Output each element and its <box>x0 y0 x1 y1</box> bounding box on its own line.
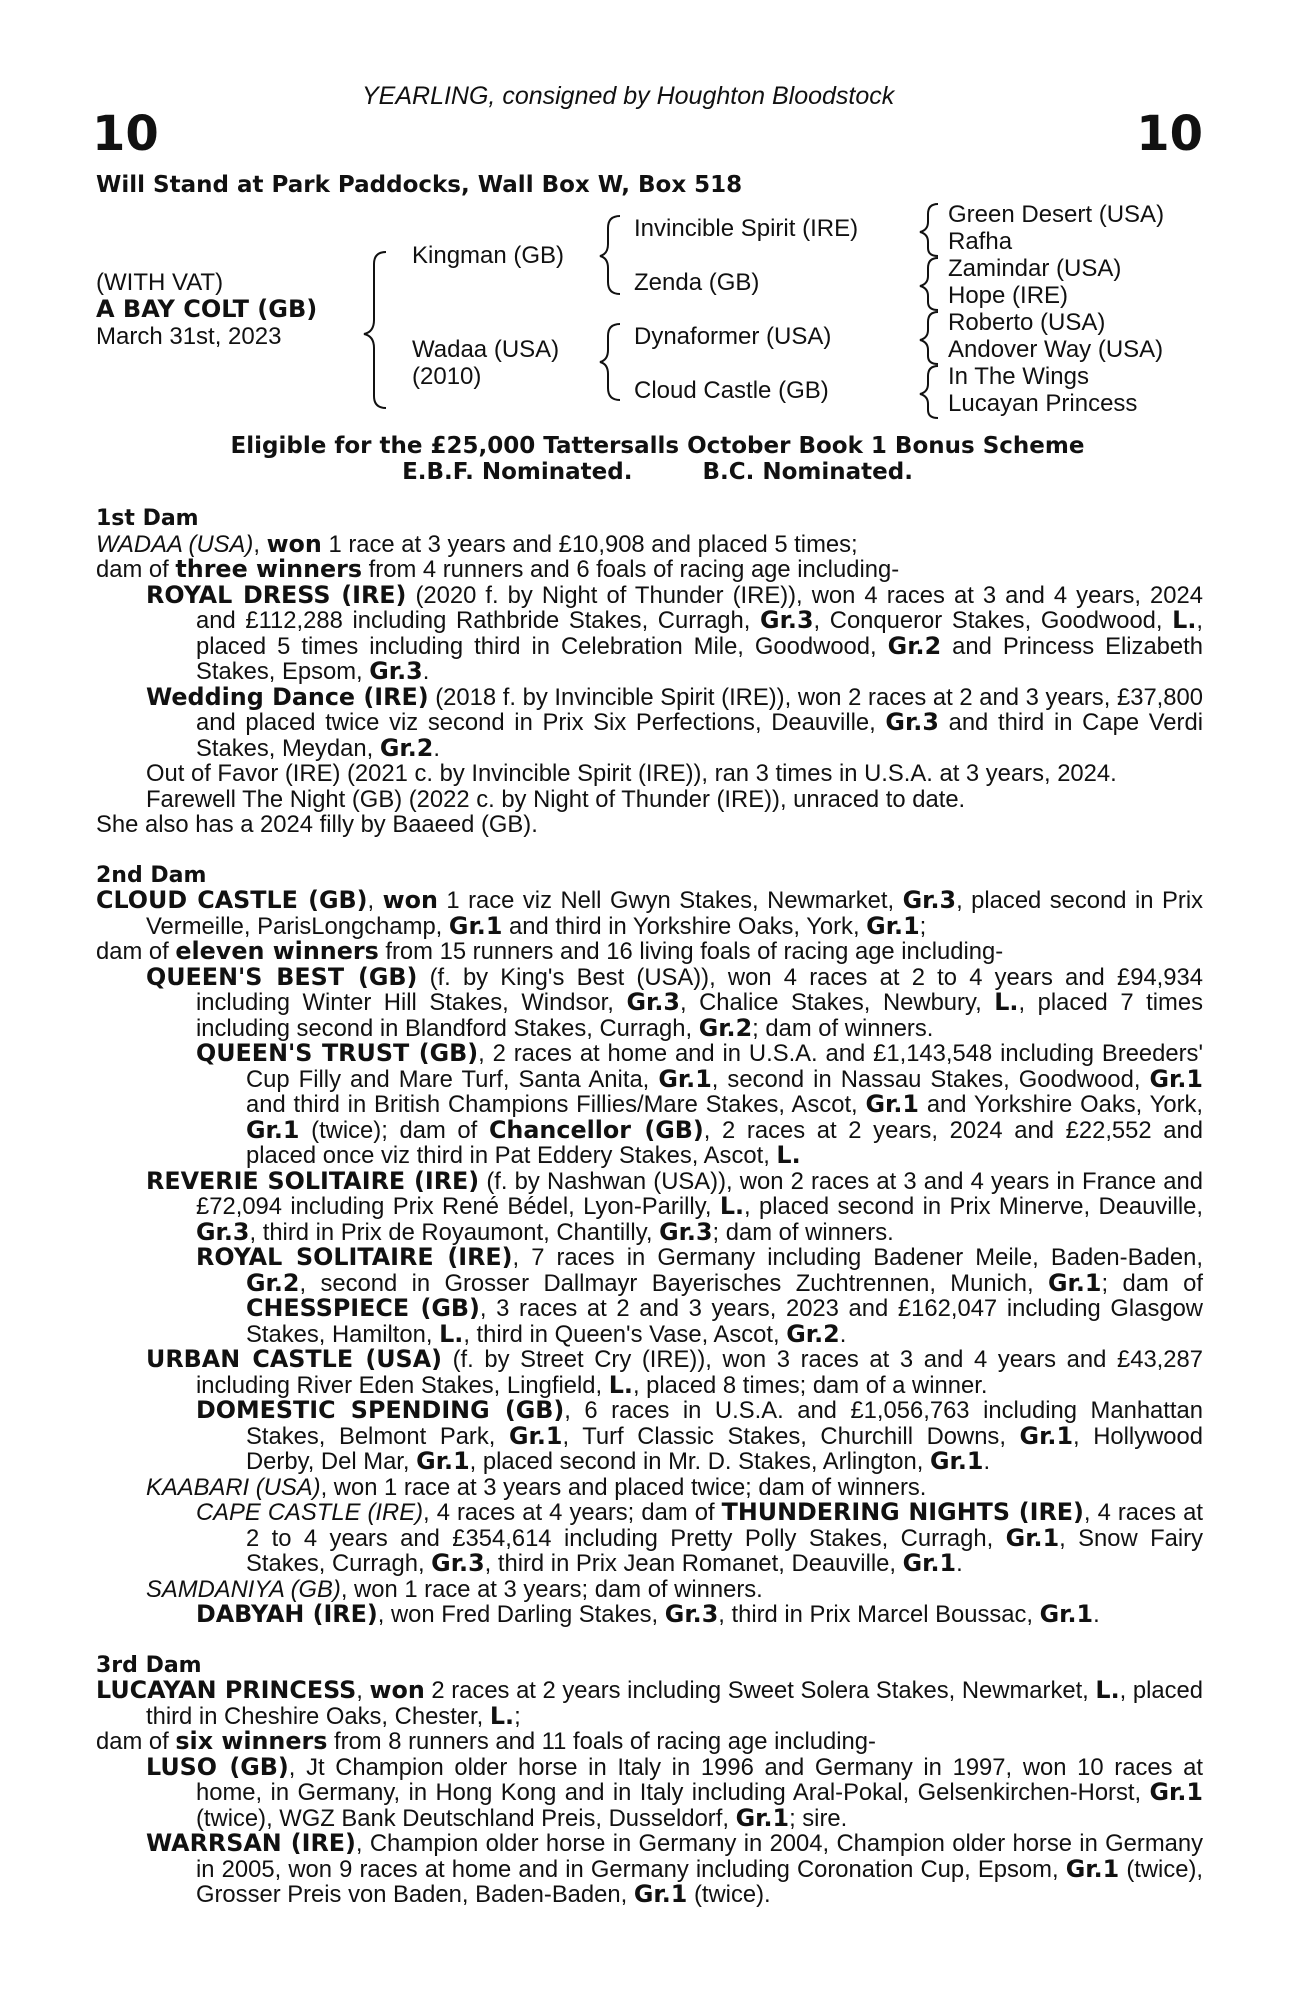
catalogue-body <box>96 506 1203 1908</box>
second-dam-produce: dam of eleven winners from 15 runners and 16 living foals of racing age including- <box>96 937 1004 965</box>
third-dam-heading: 3rd Dam <box>96 1652 202 1678</box>
sire-dam: Zenda (GB) <box>634 269 760 296</box>
horse-name-text: A BAY COLT (GB) <box>96 295 318 323</box>
ancestor-8: Lucayan Princess <box>948 390 1138 417</box>
produce-urban-castle: URBAN CASTLE (USA) (f. by Street Cry (IRE)), won 3 races at 3 and 4 years and £43,287 including River Eden Stakes, Lingfield, L., placed 8 times; dam of a winner. <box>146 1345 1203 1399</box>
bonus-scheme: Eligible for the £25,000 Tattersalls October Book 1 Bonus Scheme <box>230 433 1085 459</box>
produce-cape-castle: CAPE CASTLE (IRE), 4 races at 4 years; dam of THUNDERING NIGHTS (IRE), 4 races at 2 to 4 years and £354,614 including Pretty Polly Stakes, Curragh, Gr.1, Snow Fairy Stakes, Curragh, Gr.3, third in Prix Jean Romanet, Deauville, Gr.1. <box>196 1498 1203 1577</box>
produce-warrsan: WARRSAN (IRE), Champion older horse in Germany in 2004, Champion older horse in Germany in 2005, won 9 races at home and in Germany including Coronation Cup, Epsom, Gr.1 (twice), Grosser Preis von Baden, Baden-Baden, Gr.1 (twice). <box>146 1829 1204 1908</box>
ancestor-2: Rafha <box>948 228 1013 255</box>
produce-also: She also has a 2024 filly by Baaeed (GB). <box>96 811 538 838</box>
sire-sire: Invincible Spirit (IRE) <box>634 215 859 242</box>
dam-year: (2010) <box>412 363 482 390</box>
lot-number-right: 10 <box>1136 106 1203 162</box>
second-dam-summary: CLOUD CASTLE (GB), won 1 race viz Nell Gwyn Stakes, Newmarket, Gr.3, placed second in Prix Vermeille, ParisLongchamp, Gr.1 and third in Yorkshire Oaks, York, Gr.1; <box>96 886 1204 940</box>
second-dam-heading: 2nd Dam <box>96 862 207 888</box>
produce-wedding-dance: Wedding Dance (IRE) (2018 f. by Invincible Spirit (IRE)), won 2 races at 2 and 3 years, £37,800 and placed twice viz second in Prix Six Perfections, Deauville, Gr.3 and third in Cape Verdi Stakes, Meydan, Gr.2. <box>146 682 1203 762</box>
produce-out-of-favor: Out of Favor (IRE) (2021 c. by Invincible Spirit (IRE)), ran 3 times in U.S.A. at 3 years, 2024. <box>146 760 1117 787</box>
ancestor-1: Green Desert (USA) <box>948 201 1165 228</box>
nominations <box>0 459 1315 485</box>
dam-sire: Dynaformer (USA) <box>634 323 832 350</box>
foaling-date: March 31st, 2023 <box>96 323 282 350</box>
ancestor-3: Zamindar (USA) <box>948 255 1122 282</box>
produce-farewell-the-night: Farewell The Night (GB) (2022 c. by Night of Thunder (IRE)), unraced to date. <box>146 785 966 813</box>
first-dam-summary: WADAA (USA), won 1 race at 3 years and £10,908 and placed 5 times; <box>96 529 858 558</box>
produce-dabyah: DABYAH (IRE), won Fred Darling Stakes, Gr.3, third in Prix Marcel Boussac, Gr.1. <box>196 1600 1100 1628</box>
first-dam-produce: dam of three winners from 4 runners and 6 foals of racing age including- <box>96 555 900 583</box>
stand-location: Will Stand at Park Paddocks, Wall Box W, Box 518 <box>96 172 743 198</box>
dam-dam: Cloud Castle (GB) <box>634 377 829 404</box>
ancestor-6: Andover Way (USA) <box>948 336 1164 363</box>
produce-domestic-spending: DOMESTIC SPENDING (GB), 6 races in U.S.A. and £1,056,763 including Manhattan Stakes, Belmont Park, Gr.1, Turf Classic Stakes, Churchill Downs, Gr.1, Hollywood Derby, Del Mar, Gr.1, placed second in Mr. D. Stakes, Arlington, Gr.1. <box>196 1396 1203 1475</box>
ancestor-4: Hope (IRE) <box>948 282 1069 309</box>
vat-note: (WITH VAT) <box>96 269 224 296</box>
bc-nominated: B.C. Nominated. <box>702 459 913 485</box>
produce-reverie-solitaire: REVERIE SOLITAIRE (IRE) (f. by Nashwan (USA)), won 2 races at 3 and 4 years in France and £72,094 including Prix René Bédel, Lyon-Parilly, L., placed second in Prix Minerve, Deauville, Gr.3, third in Prix de Royaumont, Chantilly, Gr.3; dam of winners. <box>146 1166 1204 1246</box>
produce-royal-solitaire: ROYAL SOLITAIRE (IRE), 7 races in Germany including Badener Meile, Baden-Baden, Gr.2, second in Grosser Dallmayr Bayerisches Zuchtrennen, Munich, Gr.1; dam of CHESSPIECE (GB), 3 races at 2 and 3 years, 2023 and £162,047 including Glasgow Stakes, Hamilton, L., third in Queen's Vase, Ascot, Gr.2. <box>196 1243 1203 1348</box>
produce-queens-trust: QUEEN'S TRUST (GB), 2 races at home and in U.S.A. and £1,143,548 including Breeders' Cup Filly and Mare Turf, Santa Anita, Gr.1, second in Nassau Stakes, Goodwood, Gr.1 and third in British Champions Fillies/Mare Stakes, Ascot, Gr.1 and Yorkshire Oaks, York, Gr.1 (twice); dam of Chancellor (GB), 2 races at 2 years, 2024 and £22,552 and placed once viz third in Pat Eddery Stakes, Ascot, L. <box>196 1039 1203 1169</box>
produce-luso: LUSO (GB), Jt Champion older horse in Italy in 1996 and Germany in 1997, won 10 races at home, in Germany, in Hong Kong and in Italy including Aral-Pokal, Gelsenkirchen-Horst, Gr.1 (twice), WGZ Bank Deutschland Preis, Dusseldorf, Gr.1; sire. <box>146 1752 1203 1832</box>
ancestor-5: Roberto (USA) <box>948 309 1106 336</box>
third-dam-summary: LUCAYAN PRINCESS, won 2 races at 2 years including Sweet Solera Stakes, Newmarket, L., placed third in Cheshire Oaks, Chester, L.; <box>96 1676 1203 1730</box>
produce-samdaniya: SAMDANIYA (GB), won 1 race at 3 years; dam of winners. <box>146 1575 763 1603</box>
produce-queens-best: QUEEN'S BEST (GB) (f. by King's Best (USA)), won 4 races at 2 to 4 years and £94,934 including Winter Hill Stakes, Windsor, Gr.3, Chalice Stakes, Newbury, L., placed 7 times including second in Blandford Stakes, Curragh, Gr.2; dam of winners. <box>146 962 1203 1042</box>
first-dam-name: WADAA (USA) <box>96 530 254 558</box>
consignment-line: YEARLING, consigned by Houghton Bloodstock <box>362 82 895 110</box>
ancestor-7: In The Wings <box>948 363 1089 390</box>
produce-royal-dress: ROYAL DRESS (IRE) (2020 f. by Night of Thunder (IRE)), won 4 races at 3 and 4 years, 2024 and £112,288 including Rathbride Stakes, Curragh, Gr.3, Conqueror Stakes, Goodwood, L., placed 5 times including third in Celebration Mile, Goodwood, Gr.2 and Princess Elizabeth Stakes, Epsom, Gr.3. <box>146 580 1203 685</box>
first-dam-heading: 1st Dam <box>96 506 199 531</box>
dam: Wadaa (USA) <box>412 336 560 363</box>
third-dam-produce: dam of six winners from 8 runners and 11 foals of racing age including- <box>96 1727 876 1755</box>
lot-number-left: 10 <box>92 106 159 162</box>
sire: Kingman (GB) <box>412 242 565 269</box>
produce-kaabari: KAABARI (USA), won 1 race at 3 years and placed twice; dam of winners. <box>146 1473 927 1501</box>
ebf-nominated: E.B.F. Nominated. <box>402 459 633 485</box>
